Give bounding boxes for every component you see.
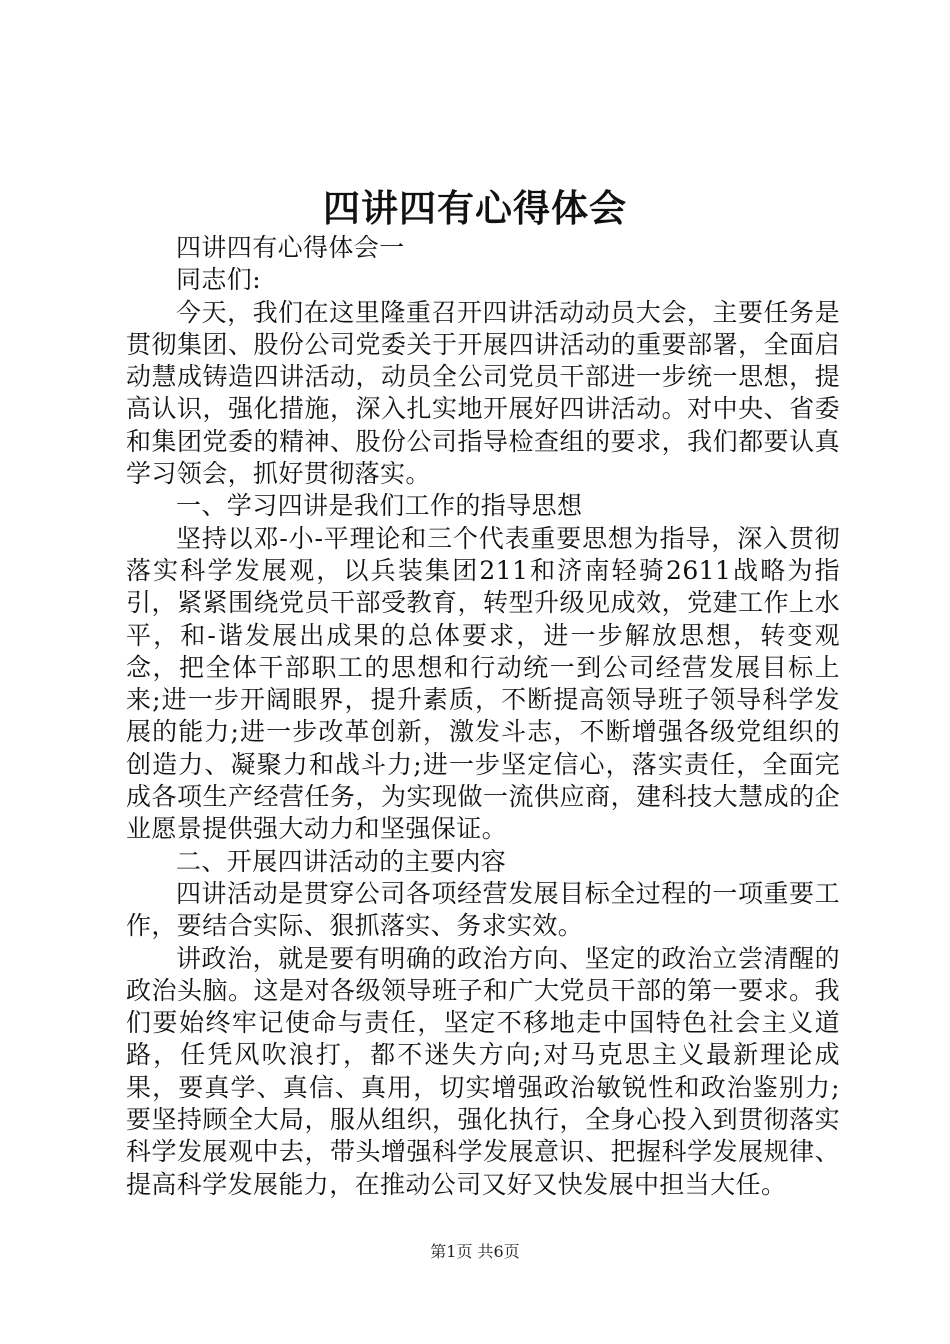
paragraph-politics: 讲政治，就是要有明确的政治方向、坚定的政治立尝清醒的政治头脑。这是对各级领导班子和广大党员干部的第一要求。我们要始终牢记使命与责任，坚定不移地走中国特色社会主义道路，任凭风吹浪打，都不迷失方向;对马克思主义最新理论成果，要真学、真信、真用，切实增强政治敏锐性和政治鉴别力;要坚持顾全大局，服从组织，强化执行，全身心投入到贯彻落实科学发展观中去，带头增强科学发展意识、把握科学发展规律、提高科学发展能力，在推动公司又好又快发展中担当大任。 (126, 943, 840, 1199)
paragraph-guiding-thought: 坚持以邓-小-平理论和三个代表重要思想为指导，深入贯彻落实科学发展观，以兵装集团211和济南轻骑2611战略为指引，紧紧围绕党员干部受教育，转型升级见成效，党建工作上水平，和-谐发展出成果的总体要求，进一步解放思想，转变观念，把全体干部职工的思想和行动统一到公司经营发展目标上来;进一步开阔眼界，提升素质，不断提高领导班子领导科学发展的能力;进一步改革创新，激发斗志，不断增强各级党组织的创造力、凝聚力和战斗力;进一步坚定信心，落实责任，全面完成各项生产经营任务，为实现做一流供应商，建科技大慧成的企业愿景提供强大动力和坚强保证。 (126, 523, 840, 844)
paragraph-main-content: 四讲活动是贯穿公司各项经营发展目标全过程的一项重要工作，要结合实际、狠抓落实、务求实效。 (126, 878, 840, 941)
page-footer: 第1页 共6页 (430, 1242, 520, 1261)
section-heading-1: 一、学习四讲是我们工作的指导思想 (176, 491, 583, 521)
document-body (126, 232, 840, 1201)
section-heading-2: 二、开展四讲活动的主要内容 (176, 846, 507, 876)
paragraph-salutation: 同志们: (176, 265, 262, 295)
document-title: 四讲四有心得体会 (323, 186, 627, 230)
paragraph-subtitle: 四讲四有心得体会一 (176, 233, 405, 262)
paragraph-intro: 今天，我们在这里隆重召开四讲活动动员大会，主要任务是贯彻集团、股份公司党委关于开展四讲活动的重要部署，全面启动慧成铸造四讲活动，动员全公司党员干部进一步统一思想，提高认识，强化措施，深入扎实地开展好四讲活动。对中央、省委和集团党委的精神、股份公司指导检查组的要求，我们都要认真学习领会，抓好贯彻落实。 (126, 297, 840, 489)
